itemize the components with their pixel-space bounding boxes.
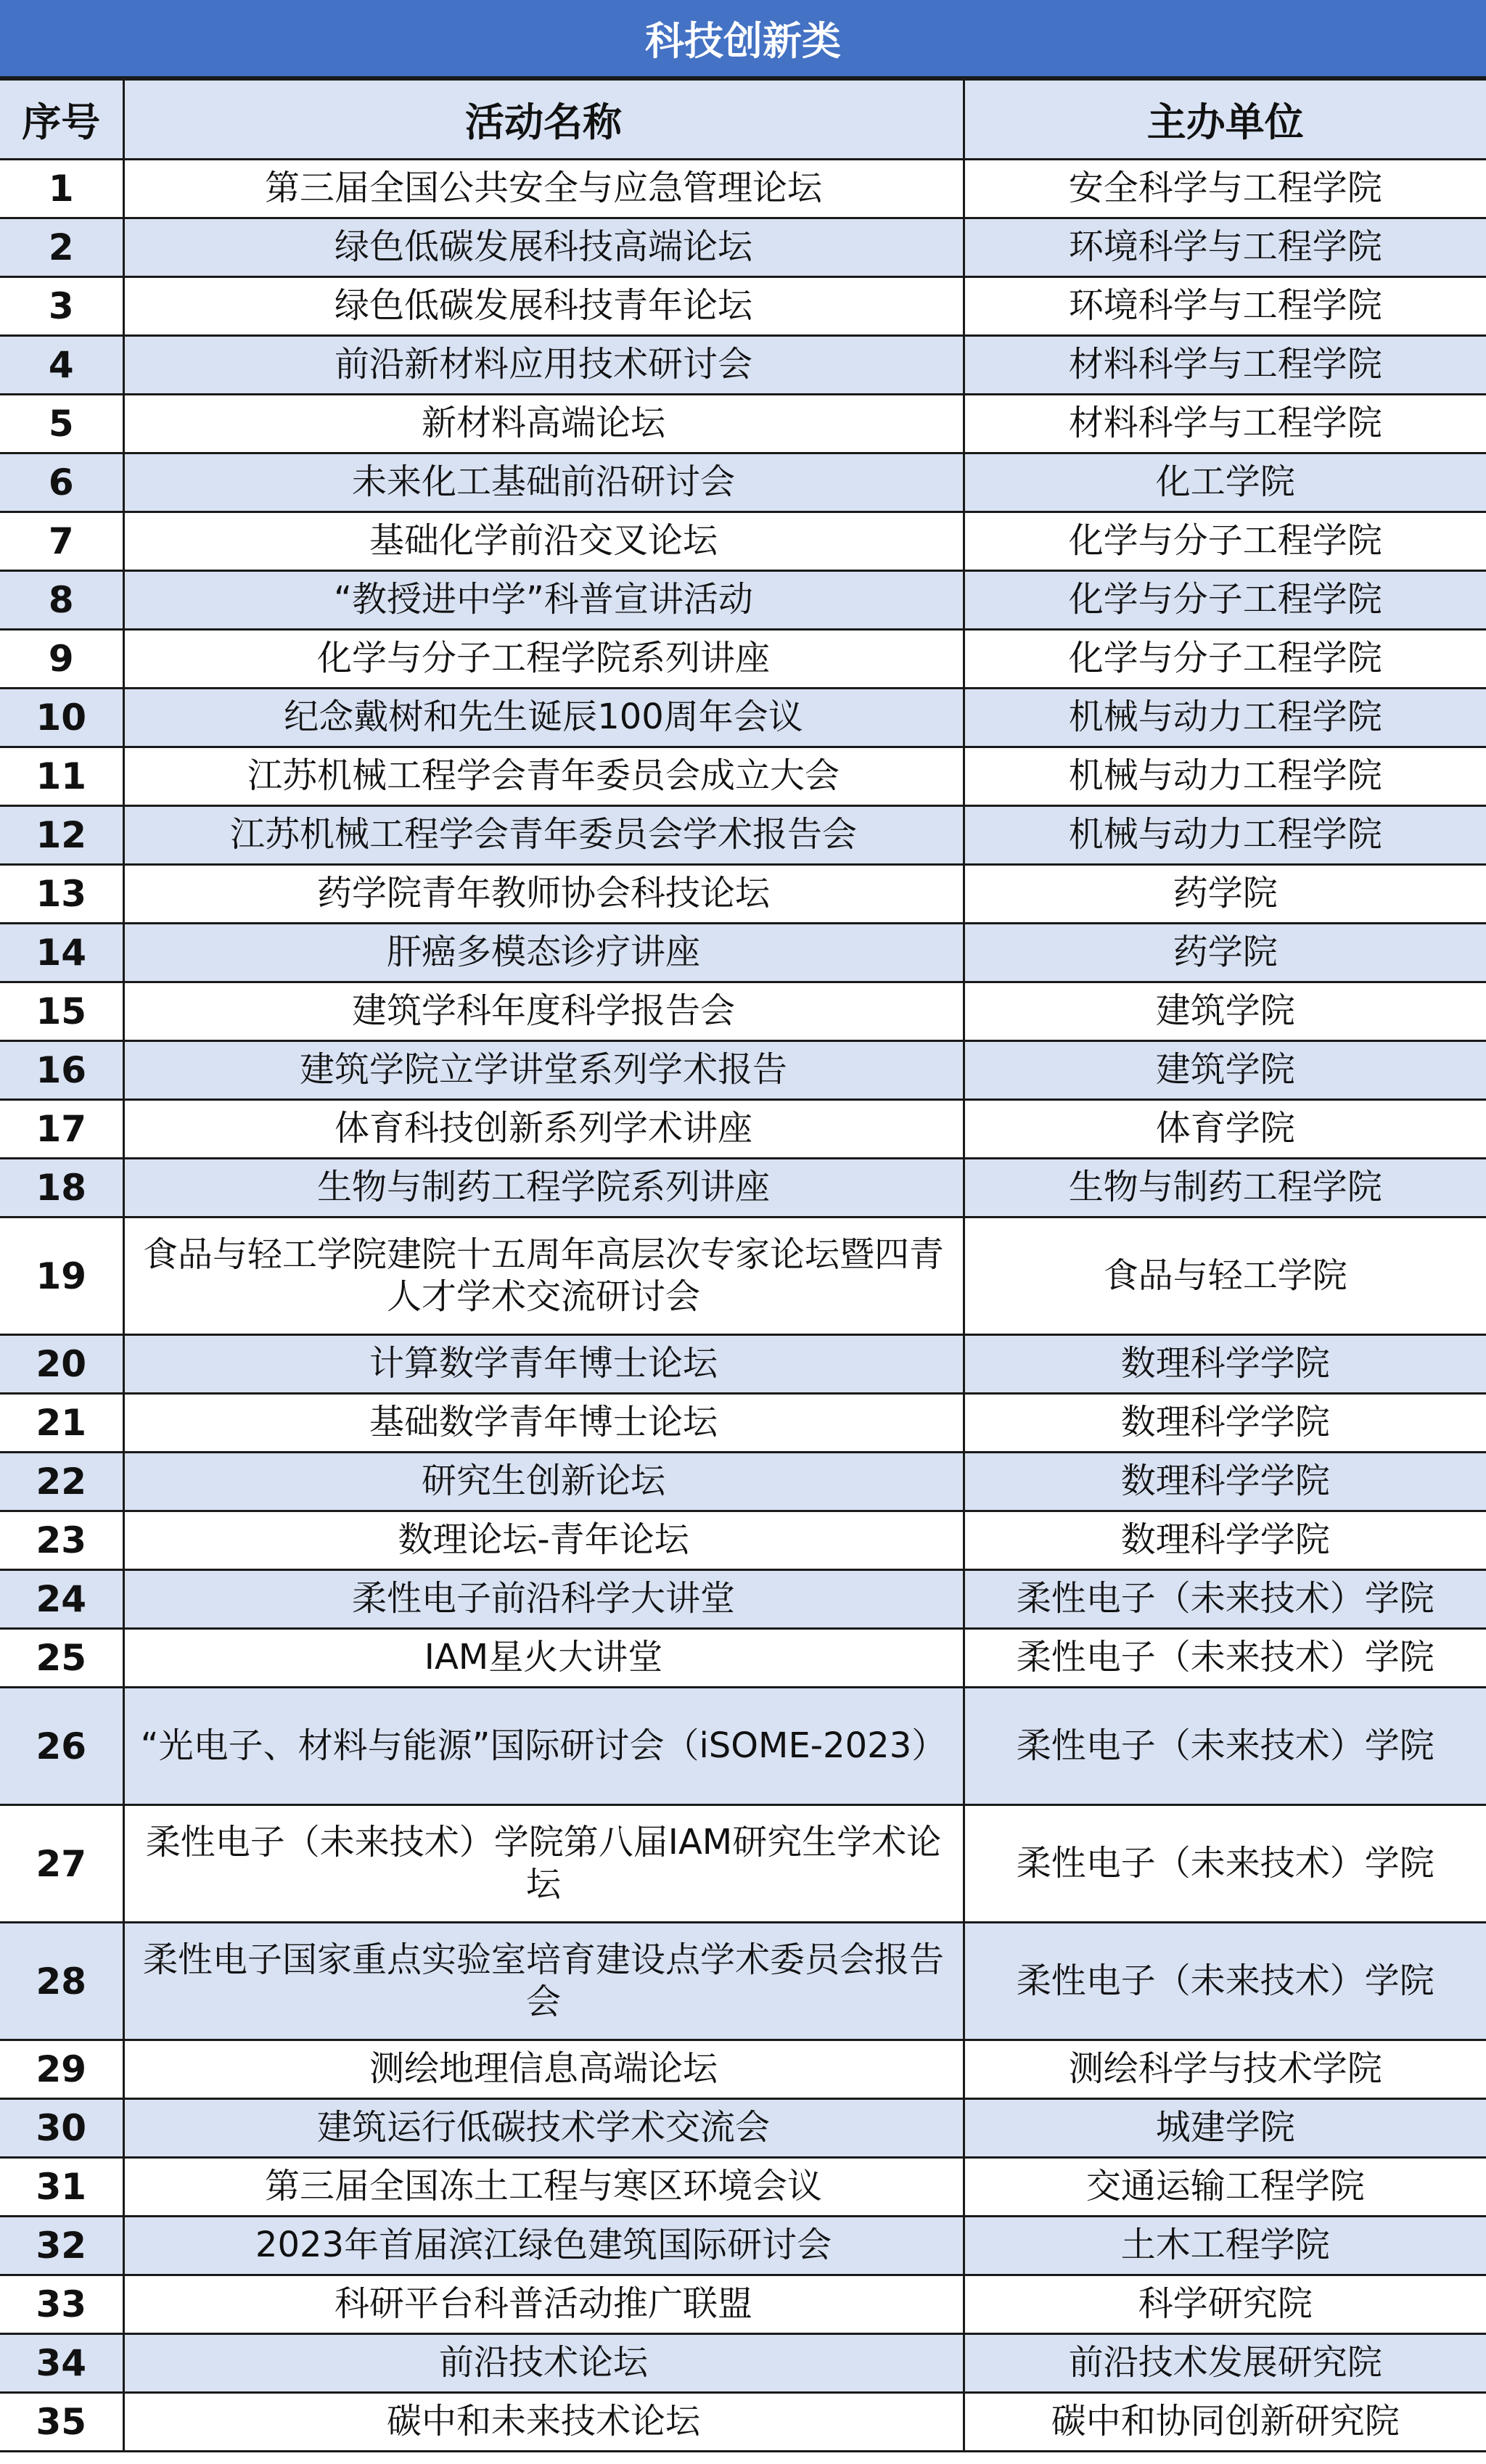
organizer-name: 安全科学与工程学院: [964, 160, 1486, 218]
organizer-name: 柔性电子（未来技术）学院: [964, 1923, 1486, 2040]
organizer-name: 土木工程学院: [964, 2217, 1486, 2275]
organizer-name: 化工学院: [964, 453, 1486, 512]
organizer-name: 柔性电子（未来技术）学院: [964, 1688, 1486, 1805]
organizer-name: 生物与制药工程学院: [964, 1159, 1486, 1217]
table-row: [0, 2334, 1486, 2393]
activity-name: 柔性电子国家重点实验室培育建设点学术委员会报告会: [123, 1923, 964, 2040]
organizer-name: 数理科学学院: [964, 1335, 1486, 1394]
activity-name: 生物与制药工程学院系列讲座: [123, 1159, 964, 1217]
table-row: [0, 1805, 1486, 1923]
table-row: [0, 924, 1486, 982]
row-index: 14: [0, 924, 123, 982]
organizer-name: 柔性电子（未来技术）学院: [964, 1805, 1486, 1923]
activity-name: 基础化学前沿交叉论坛: [123, 512, 964, 571]
activity-name: 药学院青年教师协会科技论坛: [123, 865, 964, 924]
organizer-name: 交通运输工程学院: [964, 2158, 1486, 2217]
row-index: 21: [0, 1394, 123, 1453]
activity-name: “光电子、材料与能源”国际研讨会（iSOME-2023）: [123, 1688, 964, 1805]
activity-name: 2023年首届滨江绿色建筑国际研讨会: [123, 2217, 964, 2275]
activity-name: 未来化工基础前沿研讨会: [123, 453, 964, 512]
organizer-name: 机械与动力工程学院: [964, 689, 1486, 747]
activity-name: 食品与轻工学院建院十五周年高层次专家论坛暨四青人才学术交流研讨会: [123, 1217, 964, 1335]
activity-name: 第三届全国冻土工程与寒区环境会议: [123, 2158, 964, 2217]
organizer-name: 柔性电子（未来技术）学院: [964, 1570, 1486, 1629]
table-row: [0, 1923, 1486, 2040]
table-row: [0, 1100, 1486, 1159]
organizer-name: 数理科学学院: [964, 1453, 1486, 1511]
organizer-name: 数理科学学院: [964, 1394, 1486, 1453]
table-row: [0, 2275, 1486, 2334]
activity-name: 前沿新材料应用技术研讨会: [123, 336, 964, 395]
activity-name: 绿色低碳发展科技青年论坛: [123, 277, 964, 336]
table-row: [0, 1217, 1486, 1335]
table-row: [0, 571, 1486, 630]
organizer-name: 机械与动力工程学院: [964, 747, 1486, 806]
row-index: 24: [0, 1570, 123, 1629]
row-index: 7: [0, 512, 123, 571]
activity-name: 建筑学院立学讲堂系列学术报告: [123, 1041, 964, 1100]
activity-name: 基础数学青年博士论坛: [123, 1394, 964, 1453]
organizer-name: 化学与分子工程学院: [964, 512, 1486, 571]
organizer-name: 体育学院: [964, 1100, 1486, 1159]
table-row: [0, 160, 1486, 218]
row-index: 23: [0, 1511, 123, 1570]
activity-name: 柔性电子（未来技术）学院第八届IAM研究生学术论坛: [123, 1805, 964, 1923]
row-index: 9: [0, 630, 123, 689]
activity-name: 绿色低碳发展科技高端论坛: [123, 218, 964, 277]
table-row: [0, 395, 1486, 453]
organizer-name: 数理科学学院: [964, 1511, 1486, 1570]
activity-table: [0, 78, 1486, 2452]
row-index: 33: [0, 2275, 123, 2334]
row-index: 4: [0, 336, 123, 395]
row-index: 25: [0, 1629, 123, 1688]
row-index: 20: [0, 1335, 123, 1394]
row-index: 28: [0, 1923, 123, 2040]
organizer-name: 测绘科学与技术学院: [964, 2040, 1486, 2099]
table-row: [0, 1688, 1486, 1805]
row-index: 18: [0, 1159, 123, 1217]
header-index: 序号: [0, 80, 123, 160]
organizer-name: 化学与分子工程学院: [964, 571, 1486, 630]
activity-name: 江苏机械工程学会青年委员会成立大会: [123, 747, 964, 806]
row-index: 22: [0, 1453, 123, 1511]
activity-name: 测绘地理信息高端论坛: [123, 2040, 964, 2099]
row-index: 31: [0, 2158, 123, 2217]
activity-name: “教授进中学”科普宣讲活动: [123, 571, 964, 630]
row-index: 3: [0, 277, 123, 336]
organizer-name: 食品与轻工学院: [964, 1217, 1486, 1335]
row-index: 17: [0, 1100, 123, 1159]
table-row: [0, 689, 1486, 747]
row-index: 1: [0, 160, 123, 218]
activity-name: 数理论坛-青年论坛: [123, 1511, 964, 1570]
organizer-name: 前沿技术发展研究院: [964, 2334, 1486, 2393]
activity-name: 科研平台科普活动推广联盟: [123, 2275, 964, 2334]
organizer-name: 材料科学与工程学院: [964, 336, 1486, 395]
table-row: [0, 453, 1486, 512]
table-row: [0, 1511, 1486, 1570]
table-row: [0, 982, 1486, 1041]
table-row: [0, 1629, 1486, 1688]
activity-name: 体育科技创新系列学术讲座: [123, 1100, 964, 1159]
organizer-name: 机械与动力工程学院: [964, 806, 1486, 865]
activity-name: 柔性电子前沿科学大讲堂: [123, 1570, 964, 1629]
organizer-name: 环境科学与工程学院: [964, 277, 1486, 336]
organizer-name: 环境科学与工程学院: [964, 218, 1486, 277]
table-row: [0, 2393, 1486, 2452]
row-index: 32: [0, 2217, 123, 2275]
row-index: 10: [0, 689, 123, 747]
activity-name: 第三届全国公共安全与应急管理论坛: [123, 160, 964, 218]
activity-name: 江苏机械工程学会青年委员会学术报告会: [123, 806, 964, 865]
row-index: 11: [0, 747, 123, 806]
row-index: 35: [0, 2393, 123, 2452]
activity-name: 前沿技术论坛: [123, 2334, 964, 2393]
table-row: [0, 1041, 1486, 1100]
table-row: [0, 1159, 1486, 1217]
organizer-name: 药学院: [964, 924, 1486, 982]
table-row: [0, 1394, 1486, 1453]
organizer-name: 建筑学院: [964, 1041, 1486, 1100]
table-row: [0, 336, 1486, 395]
table-row: [0, 630, 1486, 689]
organizer-name: 建筑学院: [964, 982, 1486, 1041]
table-row: [0, 2040, 1486, 2099]
table-row: [0, 1335, 1486, 1394]
table-row: [0, 277, 1486, 336]
row-index: 29: [0, 2040, 123, 2099]
row-index: 19: [0, 1217, 123, 1335]
row-index: 27: [0, 1805, 123, 1923]
organizer-name: 化学与分子工程学院: [964, 630, 1486, 689]
row-index: 16: [0, 1041, 123, 1100]
row-index: 8: [0, 571, 123, 630]
organizer-name: 材料科学与工程学院: [964, 395, 1486, 453]
row-index: 34: [0, 2334, 123, 2393]
table-row: [0, 1570, 1486, 1629]
header-row: [0, 80, 1486, 160]
activity-name: 建筑运行低碳技术学术交流会: [123, 2099, 964, 2158]
table-row: [0, 747, 1486, 806]
activity-name: 碳中和未来技术论坛: [123, 2393, 964, 2452]
table-row: [0, 512, 1486, 571]
table-body: [0, 160, 1486, 2452]
organizer-name: 科学研究院: [964, 2275, 1486, 2334]
organizer-name: 城建学院: [964, 2099, 1486, 2158]
header-organizer: 主办单位: [964, 80, 1486, 160]
activity-name: 纪念戴树和先生诞辰100周年会议: [123, 689, 964, 747]
activity-name: 化学与分子工程学院系列讲座: [123, 630, 964, 689]
table-row: [0, 2217, 1486, 2275]
activity-name: 肝癌多模态诊疗讲座: [123, 924, 964, 982]
row-index: 12: [0, 806, 123, 865]
activity-name: 建筑学科年度科学报告会: [123, 982, 964, 1041]
activity-name: 研究生创新论坛: [123, 1453, 964, 1511]
activity-name: 新材料高端论坛: [123, 395, 964, 453]
table-row: [0, 1453, 1486, 1511]
organizer-name: 柔性电子（未来技术）学院: [964, 1629, 1486, 1688]
header-activity-name: 活动名称: [123, 80, 964, 160]
row-index: 2: [0, 218, 123, 277]
row-index: 30: [0, 2099, 123, 2158]
table-row: [0, 2158, 1486, 2217]
table-row: [0, 2099, 1486, 2158]
row-index: 26: [0, 1688, 123, 1805]
activity-name: IAM星火大讲堂: [123, 1629, 964, 1688]
row-index: 6: [0, 453, 123, 512]
organizer-name: 碳中和协同创新研究院: [964, 2393, 1486, 2452]
sheet-title: 科技创新类: [0, 0, 1486, 78]
row-index: 5: [0, 395, 123, 453]
table-row: [0, 218, 1486, 277]
row-index: 15: [0, 982, 123, 1041]
table-row: [0, 806, 1486, 865]
activity-name: 计算数学青年博士论坛: [123, 1335, 964, 1394]
table-row: [0, 865, 1486, 924]
row-index: 13: [0, 865, 123, 924]
organizer-name: 药学院: [964, 865, 1486, 924]
